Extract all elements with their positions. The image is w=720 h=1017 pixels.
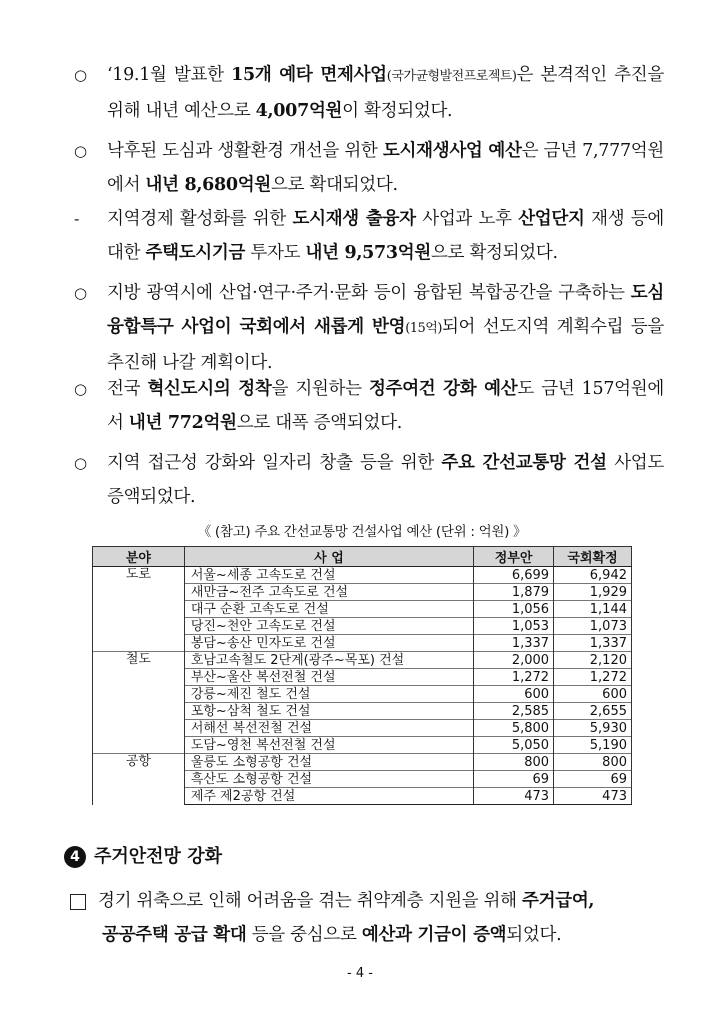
government-proposal-cell: 1,879	[474, 584, 554, 601]
section-heading	[64, 842, 222, 868]
government-proposal-cell: 2,000	[474, 652, 554, 669]
assembly-final-cell: 800	[554, 754, 632, 771]
paragraph-text: 전국 혁신도시의 정착을 지원하는 정주여건 강화 예산도 금년 157억원에서 내년 772억원으로 대폭 증액되었다.	[107, 379, 664, 433]
bullet-dash: -	[74, 210, 80, 228]
government-proposal-cell: 6,699	[474, 567, 554, 584]
project-cell: 흑산도 소형공항 건설	[184, 771, 473, 788]
assembly-final-cell: 1,337	[554, 635, 632, 652]
bullet-circle: ○	[74, 284, 87, 302]
section-title: 주거안전망 강화	[94, 846, 222, 867]
assembly-final-cell: 1,144	[554, 601, 632, 618]
paragraph-text: 낙후된 도심과 생활환경 개선을 위한 도시재생사업 예산은 금년 7,777억원에서 내년 8,680억원으로 확대되었다.	[107, 141, 664, 195]
government-proposal-cell: 473	[474, 788, 554, 805]
assembly-final-cell: 69	[554, 771, 632, 788]
project-cell: 부산~울산 복선전철 건설	[184, 669, 473, 686]
project-cell: 강릉~제진 철도 건설	[184, 686, 473, 703]
government-proposal-cell: 5,800	[474, 720, 554, 737]
square-bullet-icon	[70, 894, 86, 910]
header-government-proposal: 정부안	[474, 547, 554, 567]
box-paragraph	[70, 884, 664, 952]
assembly-final-cell: 5,190	[554, 737, 632, 754]
assembly-final-cell: 1,929	[554, 584, 632, 601]
table-title: 《 (참고) 주요 간선교통망 건설사업 예산 (단위 : 억원) 》	[197, 524, 527, 540]
box-paragraph-line-2: 공공주택 공급 확대 등을 중심으로 예산과 기금이 증액되었다.	[102, 925, 562, 945]
government-proposal-cell: 1,056	[474, 601, 554, 618]
section-number-badge: 4	[64, 846, 86, 868]
project-cell: 서울~세종 고속도로 건설	[184, 567, 473, 584]
category-cell: 공항	[93, 754, 185, 805]
project-cell: 도담~영천 복선전철 건설	[184, 737, 473, 754]
assembly-final-cell: 473	[554, 788, 632, 805]
project-cell: 대구 순환 고속도로 건설	[184, 601, 473, 618]
table-body	[93, 567, 632, 805]
assembly-final-cell: 1,073	[554, 618, 632, 635]
paragraph-text: ‘19.1월 발표한 15개 예타 면제사업(국가균형발전프로젝트)은 본격적인 추진을 위해 내년 예산으로 4,007억원이 확정되었다.	[107, 65, 664, 121]
category-cell: 도로	[93, 567, 185, 652]
government-proposal-cell: 2,585	[474, 703, 554, 720]
header-project: 사 업	[184, 547, 473, 567]
category-cell: 철도	[93, 652, 185, 754]
project-cell: 서해선 복선전철 건설	[184, 720, 473, 737]
government-proposal-cell: 1,337	[474, 635, 554, 652]
government-proposal-cell: 69	[474, 771, 554, 788]
bullet-circle: ○	[74, 380, 87, 398]
bullet-circle: ○	[74, 142, 87, 160]
project-cell: 당진~천안 고속도로 건설	[184, 618, 473, 635]
government-proposal-cell: 1,272	[474, 669, 554, 686]
government-proposal-cell: 600	[474, 686, 554, 703]
table-row	[93, 567, 632, 584]
project-cell: 울릉도 소형공항 건설	[184, 754, 473, 771]
bullet-circle: ○	[74, 454, 87, 472]
table-row	[93, 652, 632, 669]
assembly-final-cell: 2,120	[554, 652, 632, 669]
government-proposal-cell: 5,050	[474, 737, 554, 754]
assembly-final-cell: 5,930	[554, 720, 632, 737]
paragraph-urban-convergence-zone	[74, 276, 664, 380]
government-proposal-cell: 800	[474, 754, 554, 771]
transport-budget-table	[92, 546, 632, 805]
box-paragraph-line-1: 경기 위축으로 인해 어려움을 겪는 취약계층 지원을 위해 주거급여,	[98, 891, 595, 911]
paragraph-express-exemption	[74, 58, 664, 128]
paragraph-text: 지방 광역시에 산업·연구·주거·문화 등이 융합된 복합공간을 구축하는 도심융합특구 사업이 국회에서 새롭게 반영(15억)되어 선도지역 계획수립 등을 추진해 나갈 계획이다.	[107, 283, 664, 373]
assembly-final-cell: 1,272	[554, 669, 632, 686]
table-header-row	[93, 547, 632, 567]
bullet-circle: ○	[74, 66, 87, 84]
project-cell: 제주 제2공항 건설	[184, 788, 473, 805]
paragraph-transport-network	[74, 446, 664, 514]
assembly-final-cell: 2,655	[554, 703, 632, 720]
assembly-final-cell: 6,942	[554, 567, 632, 584]
government-proposal-cell: 1,053	[474, 618, 554, 635]
paragraph-text: 지역경제 활성화를 위한 도시재생 출융자 사업과 노후 산업단지 재생 등에 대한 주택도시기금 투자도 내년 9,573억원으로 확정되었다.	[107, 209, 664, 263]
table-row	[93, 754, 632, 771]
project-cell: 호남고속철도 2단계(광주~목포) 건설	[184, 652, 473, 669]
page-number: - 4 -	[347, 966, 373, 981]
assembly-final-cell: 600	[554, 686, 632, 703]
header-assembly-final: 국회확정	[554, 547, 632, 567]
project-cell: 포항~삼척 철도 건설	[184, 703, 473, 720]
project-cell: 새만금~전주 고속도로 건설	[184, 584, 473, 601]
paragraph-text: 지역 접근성 강화와 일자리 창출 등을 위한 주요 간선교통망 건설 사업도 증액되었다.	[107, 453, 665, 507]
paragraph-innovation-city	[74, 372, 664, 440]
paragraph-housing-fund	[74, 202, 664, 270]
project-cell: 봉담~송산 민자도로 건설	[184, 635, 473, 652]
header-category: 분야	[93, 547, 185, 567]
paragraph-urban-regeneration	[74, 134, 664, 202]
